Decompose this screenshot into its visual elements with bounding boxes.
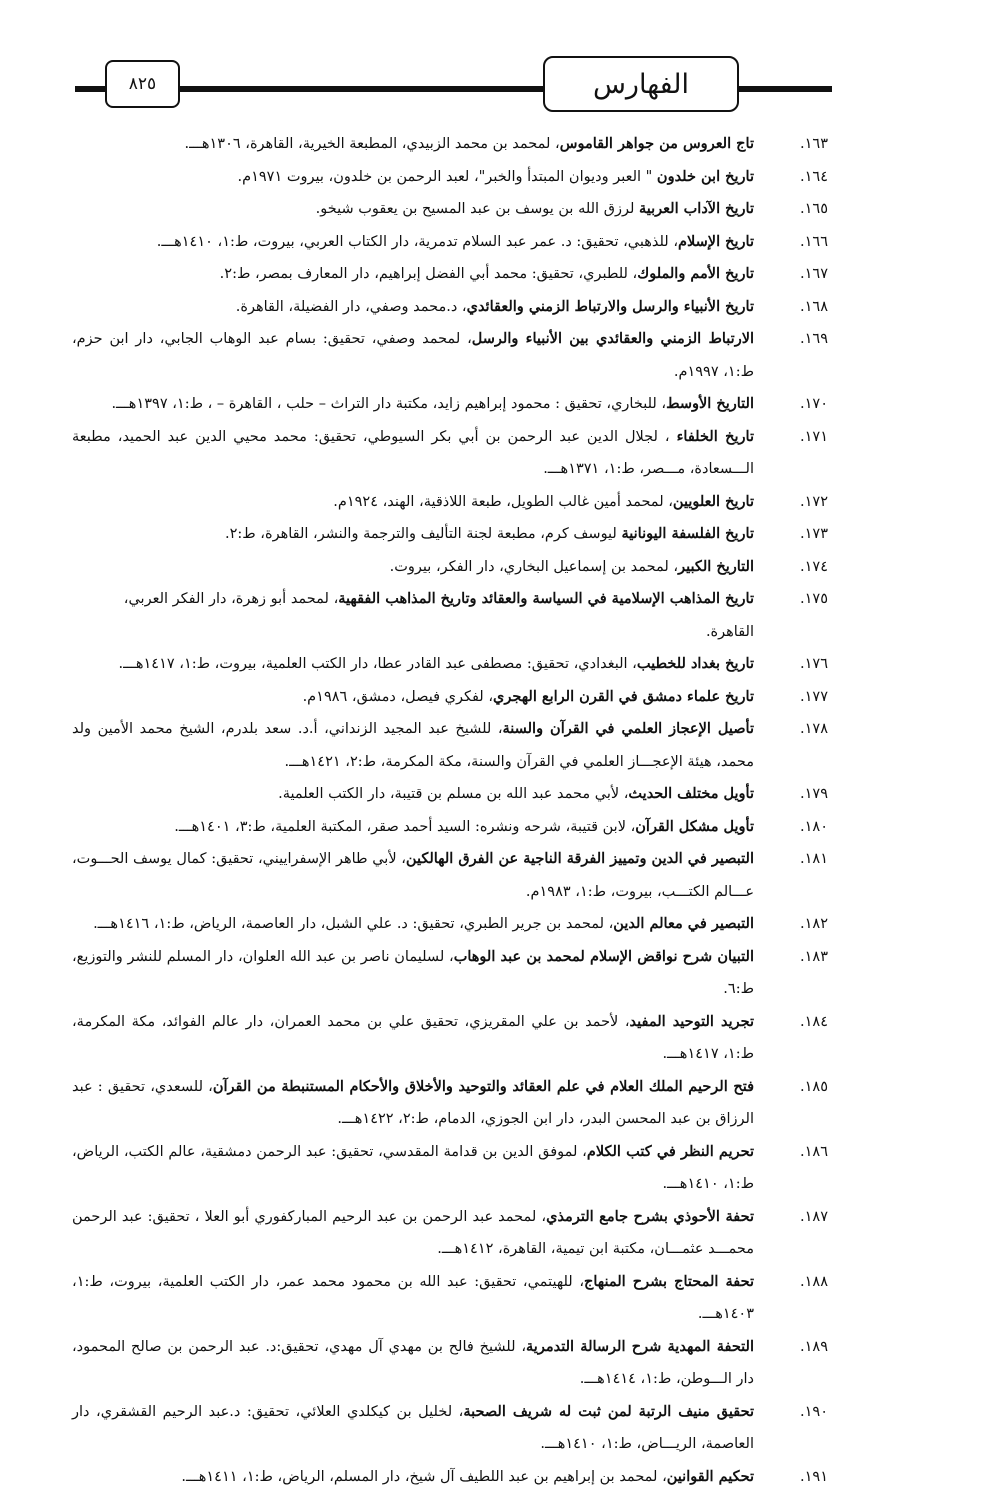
entry-text xyxy=(72,128,754,161)
entry-number: ١٨٩. xyxy=(754,1331,828,1364)
entry-text xyxy=(72,1071,754,1136)
entry-number: ١٧٧. xyxy=(754,681,828,714)
page-number: ٨٢٥ xyxy=(105,60,180,108)
entry-text xyxy=(72,713,754,778)
entry-number: ١٦٦. xyxy=(754,226,828,259)
entry-number: ١٧٤. xyxy=(754,551,828,584)
entry-title: تحقيق منيف الرتبة لمن ثبت له شريف الصحبة xyxy=(463,1403,754,1420)
entry-title: تأويل مختلف الحديث xyxy=(628,785,754,802)
bibliography-entry xyxy=(72,681,828,714)
bibliography-entry xyxy=(72,1396,828,1461)
entry-details: ، لأحمد بن علي المقريزي، تحقيق علي بن محمد العمران، دار عالم الفوائد، مكة المكرمة، ط:١، ١٤١٧هـــ. xyxy=(72,1014,754,1063)
entry-title: تاريخ العلويين xyxy=(673,493,754,510)
entry-text xyxy=(72,1461,754,1493)
entry-details: ، لمحمد عبد الرحمن بن عبد الرحيم المباركفوري أبو العلا ، تحقيق: عبد الرحمن محمـــد عثمـــان، مكتبة ابن تيمية، القاهرة، ١٤١٢هـــ. xyxy=(72,1209,754,1258)
entry-details: ، لمحمد وصفي، تحقيق: بسام عبد الوهاب الجابي، دار ابن حزم، ط:١، ١٩٩٧م. xyxy=(72,331,754,380)
entry-title: تاريخ الفلسفة اليونانية xyxy=(621,525,754,542)
entry-number: ١٧٨. xyxy=(754,713,828,746)
header-rule-right xyxy=(738,86,832,92)
entry-number: ١٨٦. xyxy=(754,1136,828,1169)
entry-details: ، لمحمد بن جرير الطبري، تحقيق: د. علي الشبل، دار العاصمة، الرياض، ط:١، ١٤١٦هـــ. xyxy=(93,916,613,932)
entry-text xyxy=(72,193,754,226)
entry-title: تحريم النظر في كتب الكلام xyxy=(587,1143,754,1160)
bibliography-entry xyxy=(72,323,828,388)
entry-details: ، للبخاري، تحقيق : محمود إبراهيم زايد، مكتبة دار التراث – حلب ، القاهرة – ، ط:١، ١٣٩٧هـــ. xyxy=(111,396,666,412)
entry-number: ١٦٥. xyxy=(754,193,828,226)
entry-text xyxy=(72,648,754,681)
bibliography-entry xyxy=(72,1266,828,1331)
entry-number: ١٧٦. xyxy=(754,648,828,681)
bibliography-entry xyxy=(72,778,828,811)
entry-details: ، لأبي محمد عبد الله بن مسلم بن قتيبة، دار الكتب العلمية. xyxy=(278,786,628,802)
entry-text xyxy=(72,551,754,584)
bibliography-entry xyxy=(72,128,828,161)
entry-number: ١٩٠. xyxy=(754,1396,828,1429)
entry-title: تحكيم القوانين xyxy=(667,1468,754,1485)
entry-text xyxy=(72,811,754,844)
entry-number: ١٩١. xyxy=(754,1461,828,1493)
entry-details: ، للطبري، تحقيق: محمد أبي الفضل إبراهيم، دار المعارف بمصر، ط:٢. xyxy=(220,266,638,282)
entry-text xyxy=(72,323,754,388)
bibliography-entry xyxy=(72,226,828,259)
entry-title: تاريخ الآداب العربية xyxy=(639,200,754,217)
header-rule-left xyxy=(75,86,105,92)
bibliography-entry xyxy=(72,291,828,324)
entry-text xyxy=(72,843,754,908)
entry-details: ، للسعدي، تحقيق : عبد الرزاق بن عبد المحسن البدر، دار ابن الجوزي، الدمام، ط:٢، ١٤٢٢هـــ. xyxy=(72,1079,754,1128)
entry-text xyxy=(72,518,754,551)
bibliography-entry xyxy=(72,161,828,194)
entry-text xyxy=(72,1136,754,1201)
bibliography-entry xyxy=(72,258,828,291)
entry-number: ١٦٤. xyxy=(754,161,828,194)
bibliography-entry xyxy=(72,1136,828,1201)
entry-title: تاريخ الأمم والملوك xyxy=(637,265,754,282)
entry-title: التاريخ الكبير xyxy=(678,558,754,575)
entry-title: تاريخ المذاهب الإسلامية في السياسة والعقائد وتاريخ المذاهب الفقهية xyxy=(338,590,754,607)
bibliography-entry xyxy=(72,193,828,226)
entry-number: ١٨٠. xyxy=(754,811,828,844)
bibliography-entry xyxy=(72,648,828,681)
entry-details: ، لمحمد بن محمد الزبيدي، المطبعة الخيرية، القاهرة، ١٣٠٦هـــ. xyxy=(185,136,560,152)
entry-title: تأويل مشكل القرآن xyxy=(635,818,754,835)
entry-number: ١٦٧. xyxy=(754,258,828,291)
bibliography-entry xyxy=(72,388,828,421)
entry-title: تحفة الأحوذي بشرح جامع الترمذي xyxy=(546,1208,754,1225)
entry-details: لرزق الله بن يوسف بن عبد المسيح بن يعقوب شيخو. xyxy=(316,201,639,217)
entry-text xyxy=(72,1266,754,1331)
entry-text xyxy=(72,388,754,421)
bibliography-entry xyxy=(72,941,828,1006)
entry-details: ، لفكري فيصل، دمشق، ١٩٨٦م. xyxy=(303,689,493,705)
entry-details: ، لمحمد أمين غالب الطويل، طبعة اللاذقية، الهند، ١٩٢٤م. xyxy=(333,494,673,510)
header-rule-middle xyxy=(180,86,544,92)
entry-text xyxy=(72,778,754,811)
bibliography-entry xyxy=(72,518,828,551)
entry-title: تاريخ الإسلام xyxy=(678,233,754,250)
bibliography-entry xyxy=(72,421,828,486)
entry-details: ، د.محمد وصفي، دار الفضيلة، القاهرة. xyxy=(236,299,467,315)
entry-text xyxy=(72,421,754,486)
entry-text xyxy=(72,908,754,941)
entry-text xyxy=(72,226,754,259)
entry-details: ، لأبي طاهر الإسفراييني، تحقيق: كمال يوسف الحـــوت، عـــالم الكتـــب، بيروت، ط:١، ١٩٨٣م. xyxy=(72,851,754,900)
entry-number: ١٦٣. xyxy=(754,128,828,161)
entry-number: ١٧٥. xyxy=(754,583,828,616)
entry-title: التحفة المهدية شرح الرسالة التدمرية xyxy=(526,1338,754,1355)
entry-number: ١٧٠. xyxy=(754,388,828,421)
entry-title: التاريخ الأوسط xyxy=(666,395,754,412)
entry-text xyxy=(72,583,754,648)
section-title: الفهارس xyxy=(543,56,739,112)
entry-details: ، البغدادي، تحقيق: مصطفى عبد القادر عطا، دار الكتب العلمية، بيروت، ط:١، ١٤١٧هـــ. xyxy=(119,656,637,672)
entry-title: تاج العروس من جواهر القاموس xyxy=(560,135,754,152)
entry-title: تاريخ الخلفاء xyxy=(677,428,754,445)
bibliography-entry xyxy=(72,843,828,908)
entry-title: تاريخ بغداد للخطيب xyxy=(637,655,754,672)
entry-number: ١٨٣. xyxy=(754,941,828,974)
entry-text xyxy=(72,681,754,714)
entry-text xyxy=(72,258,754,291)
entry-number: ١٧٩. xyxy=(754,778,828,811)
entry-title: تاريخ ابن خلدون xyxy=(657,168,754,185)
entry-number: ١٨٨. xyxy=(754,1266,828,1299)
entry-number: ١٨٢. xyxy=(754,908,828,941)
entry-details: " العبر وديوان المبتدأ والخبر"، لعبد الرحمن بن خلدون، بيروت ١٩٧١م. xyxy=(237,169,656,185)
entry-details: ، للذهبي، تحقيق: د. عمر عبد السلام تدمرية، دار الكتاب العربي، بيروت، ط:١، ١٤١٠هـــ. xyxy=(157,234,678,250)
bibliography-entry xyxy=(72,583,828,648)
bibliography-entry xyxy=(72,713,828,778)
entry-title: تحفة المحتاج بشرح المنهاج xyxy=(584,1273,754,1290)
bibliography-entry xyxy=(72,486,828,519)
entry-title: فتح الرحيم الملك العلام في علم العقائد والتوحيد والأخلاق والأحكام المستنبطة من القرآن xyxy=(213,1078,754,1095)
entry-number: ١٨٧. xyxy=(754,1201,828,1234)
bibliography-list xyxy=(72,128,828,1493)
entry-details: ، لمحمد أبو زهرة، دار الفكر العربي، القاهرة. xyxy=(124,591,754,640)
bibliography-entry xyxy=(72,908,828,941)
entry-number: ١٧١. xyxy=(754,421,828,454)
bibliography-entry xyxy=(72,1461,828,1493)
bibliography-entry xyxy=(72,1071,828,1136)
entry-details: ليوسف كرم، مطبعة لجنة التأليف والترجمة والنشر، القاهرة، ط:٢. xyxy=(225,526,621,542)
entry-text xyxy=(72,291,754,324)
entry-text xyxy=(72,161,754,194)
entry-title: تاريخ الأنبياء والرسل والارتباط الزمني والعقائدي xyxy=(467,298,754,315)
entry-number: ١٧٢. xyxy=(754,486,828,519)
entry-title: تجريد التوحيد المفيد xyxy=(630,1013,754,1030)
entry-title: تأصيل الإعجاز العلمي في القرآن والسنة xyxy=(503,720,754,737)
entry-title: التبيان شرح نواقض الإسلام لمحمد بن عبد الوهاب xyxy=(454,948,754,965)
entry-details: ، لموفق الدين بن قدامة المقدسي، تحقيق: عبد الرحمن دمشقية، عالم الكتب، الرياض، ط:١، ١٤١٠هـــ. xyxy=(72,1144,754,1193)
entry-number: ١٧٣. xyxy=(754,518,828,551)
entry-details: ، لابن قتيبة، شرحه ونشره: السيد أحمد صقر، المكتبة العلمية، ط:٣، ١٤٠١هـــ. xyxy=(174,819,635,835)
entry-details: ، للشيخ عبد المجيد الزنداني، أ.د. سعد بلدرم، الشيخ محمد الأمين ولد محمد، هيئة الإعجـــاز العلمي في القرآن والسنة، مكة المكرمة، ط:٢، ١٤٢١هـــ. xyxy=(72,721,754,770)
entry-title: الارتباط الزمني والعقائدي بين الأنبياء والرسل xyxy=(472,330,754,347)
entry-number: ١٨١. xyxy=(754,843,828,876)
entry-text xyxy=(72,1006,754,1071)
bibliography-entry xyxy=(72,1201,828,1266)
entry-details: ، لخليل بن كيكلدي العلائي، تحقيق: د.عبد الرحيم القشقري، دار العاصمة، الريـــاض، ط:١، ١٤١٠هـــ. xyxy=(72,1404,754,1453)
entry-details: ، لمحمد بن إبراهيم بن عبد اللطيف آل شيخ، دار المسلم، الرياض، ط:١، ١٤١١هـــ. xyxy=(181,1469,666,1485)
entry-text xyxy=(72,1331,754,1396)
entry-number: ١٨٥. xyxy=(754,1071,828,1104)
entry-details: ، لمحمد بن إسماعيل البخاري، دار الفكر، بيروت. xyxy=(390,559,678,575)
entry-details: ، للشيخ فالح بن مهدي آل مهدي، تحقيق:د. عبد الرحمن بن صالح المحمود، دار الـــوطن، ط:١، ١٤١٤هـــ. xyxy=(72,1339,754,1388)
entry-details: ، للهيتمي، تحقيق: عبد الله بن محمود محمد عمر، دار الكتب العلمية، بيروت، ط:١، ١٤٠٣هـــ. xyxy=(72,1274,754,1323)
entry-number: ١٨٤. xyxy=(754,1006,828,1039)
bibliography-entry xyxy=(72,551,828,584)
entry-title: التبصير في الدين وتمييز الفرقة الناجية عن الفرق الهالكين xyxy=(406,850,754,867)
bibliography-entry xyxy=(72,811,828,844)
bibliography-entry xyxy=(72,1331,828,1396)
entry-title: التبصير في معالم الدين xyxy=(613,915,754,932)
entry-text xyxy=(72,1396,754,1461)
entry-details: ، لسليمان ناصر بن عبد الله العلوان، دار المسلم للنشر والتوزيع، ط:٦. xyxy=(72,949,754,998)
entry-number: ١٦٨. xyxy=(754,291,828,324)
bibliography-entry xyxy=(72,1006,828,1071)
entry-title: تاريخ علماء دمشق في القرن الرابع الهجري xyxy=(493,688,754,705)
entry-number: ١٦٩. xyxy=(754,323,828,356)
entry-text xyxy=(72,941,754,1006)
entry-details: ، لجلال الدين عبد الرحمن بن أبي بكر السيوطي، تحقيق: محمد محيي الدين عبد الحميد، مطبعة الـــسعادة، مـــصر، ط:١، ١٣٧١هـــ. xyxy=(72,429,754,478)
entry-text xyxy=(72,1201,754,1266)
entry-text xyxy=(72,486,754,519)
